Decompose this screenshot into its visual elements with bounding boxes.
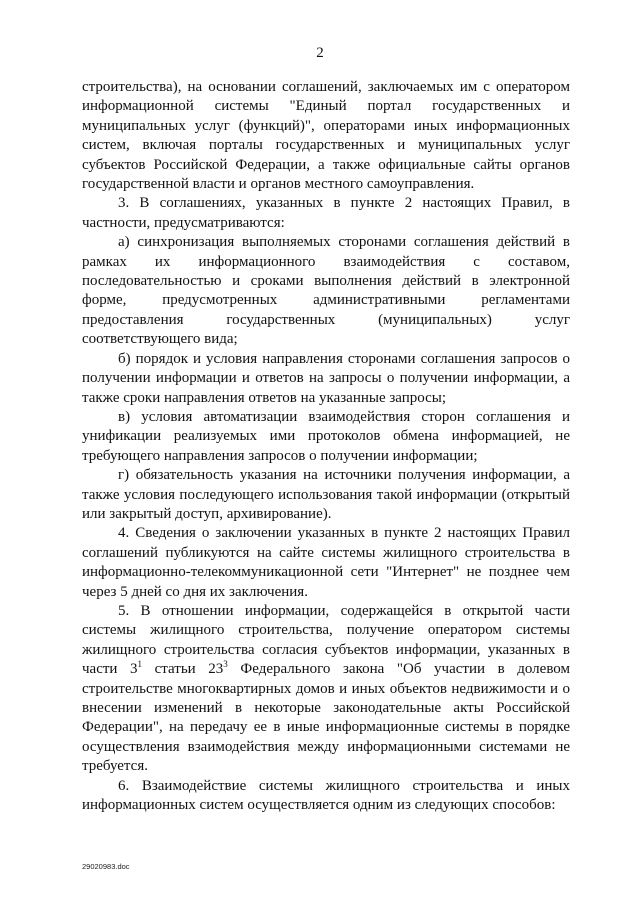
- superscript-3: 3: [223, 659, 228, 670]
- paragraph-5-part-3: Федерального закона "Об участии в долевом строительстве многоквартирных домов и иных объектов недвижимости и о внесении изменений в некоторые законодательные акты Российской Федерации", на передачу ее в иные информационные системы в порядке осуществления взаимодействия между информационными системами не требуется.: [82, 661, 571, 775]
- document-file-code: 29020983.doc: [82, 862, 130, 871]
- paragraph-3b: б) порядок и условия направления сторонами соглашения запросов о получении информации и ответов на запросы о получении информации, а также сроки направления ответов на указанные запросы;: [82, 350, 570, 406]
- paragraph-4: 4. Сведения о заключении указанных в пункте 2 настоящих Правил соглашений публикуются на сайте системы жилищного строительства в информационно-телекоммуникационной сети "Интернет" не позднее чем через 5 дней со дня их заключения.: [82, 525, 570, 600]
- document-body: [82, 78, 570, 815]
- superscript-1: 1: [137, 659, 143, 670]
- paragraph-3: 3. В соглашениях, указанных в пункте 2 настоящих Правил, в частности, предусматриваются:: [82, 195, 570, 231]
- page-number: 2: [316, 45, 324, 61]
- paragraph-5: [82, 602, 570, 777]
- paragraph-5-part-2: статьи 23: [142, 661, 224, 678]
- paragraph-3g: г) обязательность указания на источники получения информации, а также условия последующего использования такой информации (открытый или закрытый доступ, архивирование).: [82, 467, 570, 522]
- paragraph-5-part-1: 5. В отношении информации, содержащейся в открытой части системы жилищного строительства, получение оператором системы жилищного строительства согласия субъектов информации, указанных в части 3: [82, 602, 570, 678]
- paragraph-3v: в) условия автоматизации взаимодействия сторон соглашения и унификации реализуемых ими протоколов обмена информацией, не требующего направления запросов о получении информации;: [82, 408, 570, 464]
- paragraph-3a: а) синхронизация выполняемых сторонами соглашения действий в рамках их информационного взаимодействия с составом, последовательностью и сроками выполнения действий в электронной форме, предусмотренных административными регламентами предоставления государственных (муниципальных) услуг соответствующего вида;: [82, 234, 570, 348]
- paragraph-6: 6. Взаимодействие системы жилищного строительства и иных информационных систем осуществляется одним из следующих способов:: [82, 777, 570, 814]
- paragraph-1: строительства), на основании соглашений, заключаемых им с оператором информационной системы "Единый портал государственных и муниципальных услуг (функций)", операторами иных информационных систем, включая порталы государственных и муниципальных услуг субъектов Российской Федерации, а также официальные сайты органов государственной власти и органов местного самоуправления.: [82, 79, 570, 193]
